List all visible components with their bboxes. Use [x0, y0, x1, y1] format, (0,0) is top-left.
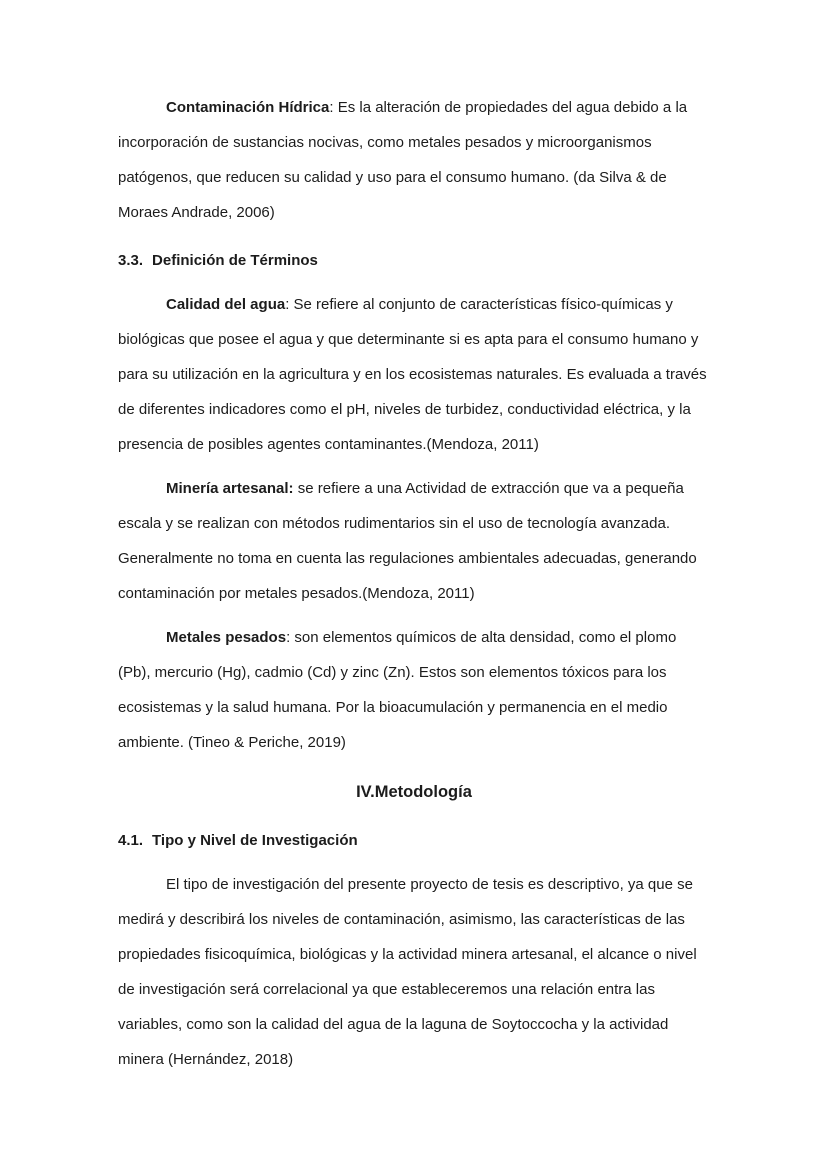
heading-text-definicion-terminos: Definición de Términos [152, 252, 318, 269]
paragraph-body-tipo-investigacion: El tipo de investigación del presente proyecto de tesis es descriptivo, ya que se medirá y describirá los niveles de contaminación, asimismo, las características de las propiedades fisicoquímica, biológicas y la actividad minera artesanal, el alcance o nivel de investigación será correlacional ya que estableceremos una relación entra las variables, como son la calidad del agua de la laguna de Soytoccocha y la actividad minera (Hernández, 2018) [118, 876, 697, 1068]
heading-metodologia: IV.Metodología [356, 783, 472, 801]
heading-definicion-terminos [118, 243, 710, 278]
heading-number-tipo-nivel: 4.1. [118, 832, 144, 849]
term-contaminacion-hidrica: Contaminación Hídrica [166, 99, 330, 116]
paragraph-tipo-investigacion [118, 867, 710, 1077]
paragraph-body-calidad-del-agua: : Se refiere al conjunto de características físico-químicas y biológicas que posee el agua y que determinante si es apta para el consumo humano y para su utilización en la agricultura y en los ecosistemas naturales. Es evaluada a través de diferentes indicadores como el pH, niveles de turbidez, conductividad eléctrica, y la presencia de posibles agentes contaminantes.(Mendoza, 2011) [118, 296, 707, 453]
term-calidad-del-agua: Calidad del agua [166, 296, 286, 313]
paragraph-calidad-del-agua [118, 287, 710, 462]
paragraph-body-contaminacion-hidrica: : Es la alteración de propiedades del agua debido a la incorporación de sustancias nocivas, como metales pesados y microorganismos patógenos, que reducen su calidad y uso para el consumo humano. (da Silva & de Moraes Andrade, 2006) [118, 99, 688, 221]
heading-text-tipo-nivel: Tipo y Nivel de Investigación [152, 832, 358, 849]
paragraph-contaminacion-hidrica [118, 90, 710, 230]
paragraph-body-metales-pesados: : son elementos químicos de alta densidad, como el plomo (Pb), mercurio (Hg), cadmio (Cd) y zinc (Zn). Estos son elementos tóxicos para los ecosistemas y la salud humana. Por la bioacumulación y permanencia en el medio ambiente. (Tineo & Periche, 2019) [118, 629, 677, 751]
paragraph-metales-pesados [118, 620, 710, 760]
term-metales-pesados: Metales pesados [166, 629, 287, 646]
heading-number-definicion-terminos: 3.3. [118, 252, 144, 269]
paragraph-mineria-artesanal [118, 471, 710, 611]
term-mineria-artesanal: Minería artesanal: [166, 480, 294, 497]
heading-tipo-nivel-investigacion [118, 823, 710, 858]
paragraph-body-mineria-artesanal: se refiere a una Actividad de extracción que va a pequeña escala y se realizan con métodos rudimentarios sin el uso de tecnología avanzada. Generalmente no toma en cuenta las regulaciones ambientales adecuadas, generando contaminación por metales pesados.(Mendoza, 2011) [118, 480, 697, 602]
